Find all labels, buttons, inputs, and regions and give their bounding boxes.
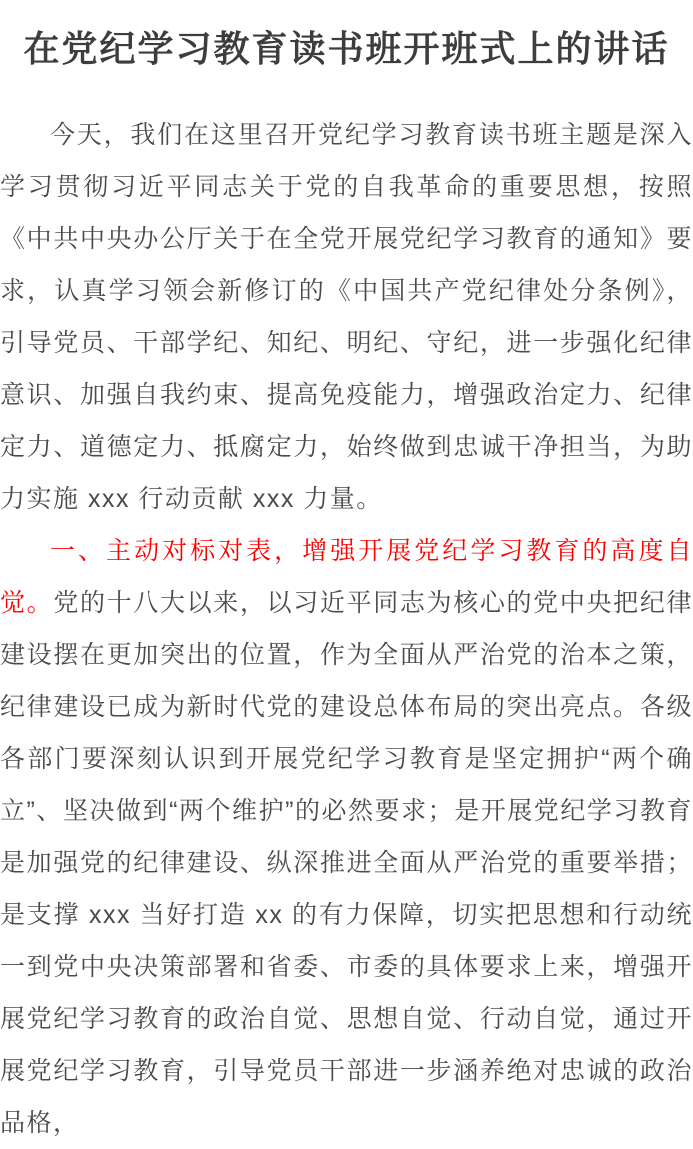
- section-1-body-text: 党的十八大以来，以习近平同志为核心的党中央把纪律建设摆在更加突出的位置，作为全面从严治党的治本之策，纪律建设已成为新时代党的建设总体布局的突出亮点。各级各部门要深刻认识到开展党纪学习教育是坚定拥护“两个确立”、坚决做到“两个维护”的必然要求；是开展党纪学习教育是加强党的纪律建设、纵深推进全面从严治党的重要举措；是支撑 xxx 当好打造 xx 的有力保障，切实把思想和行动统一到党中央决策部署和省委、市委的具体要求上来，增强开展党纪学习教育的政治自觉、思想自觉、行动自觉，通过开展党纪学习教育，引导党员干部进一步涵养绝对忠诚的政治品格，: [0, 589, 693, 1137]
- section-1-heading: 一、主动对标对表，增强开展党纪学习教育的高度自觉。: [0, 537, 693, 617]
- intro-paragraph: 今天，我们在这里召开党纪学习教育读书班主题是深入学习贯彻习近平同志关于党的自我革命的重要思想，按照《中共中央办公厅关于在全党开展党纪学习教育的通知》要求，认真学习领会新修订的《中国共产党纪律处分条例》，引导党员、干部学纪、知纪、明纪、守纪，进一步强化纪律意识、加强自我约束、提高免疫能力，增强政治定力、纪律定力、道德定力、抵腐定力，始终做到忠诚干净担当，为助力实施 xxx 行动贡献 xxx 力量。: [0, 121, 693, 513]
- section-1-paragraph: [0, 525, 693, 1149]
- document-body: [0, 109, 693, 1149]
- document-title: 在党纪学习教育读书班开班式上的讲话: [23, 28, 670, 69]
